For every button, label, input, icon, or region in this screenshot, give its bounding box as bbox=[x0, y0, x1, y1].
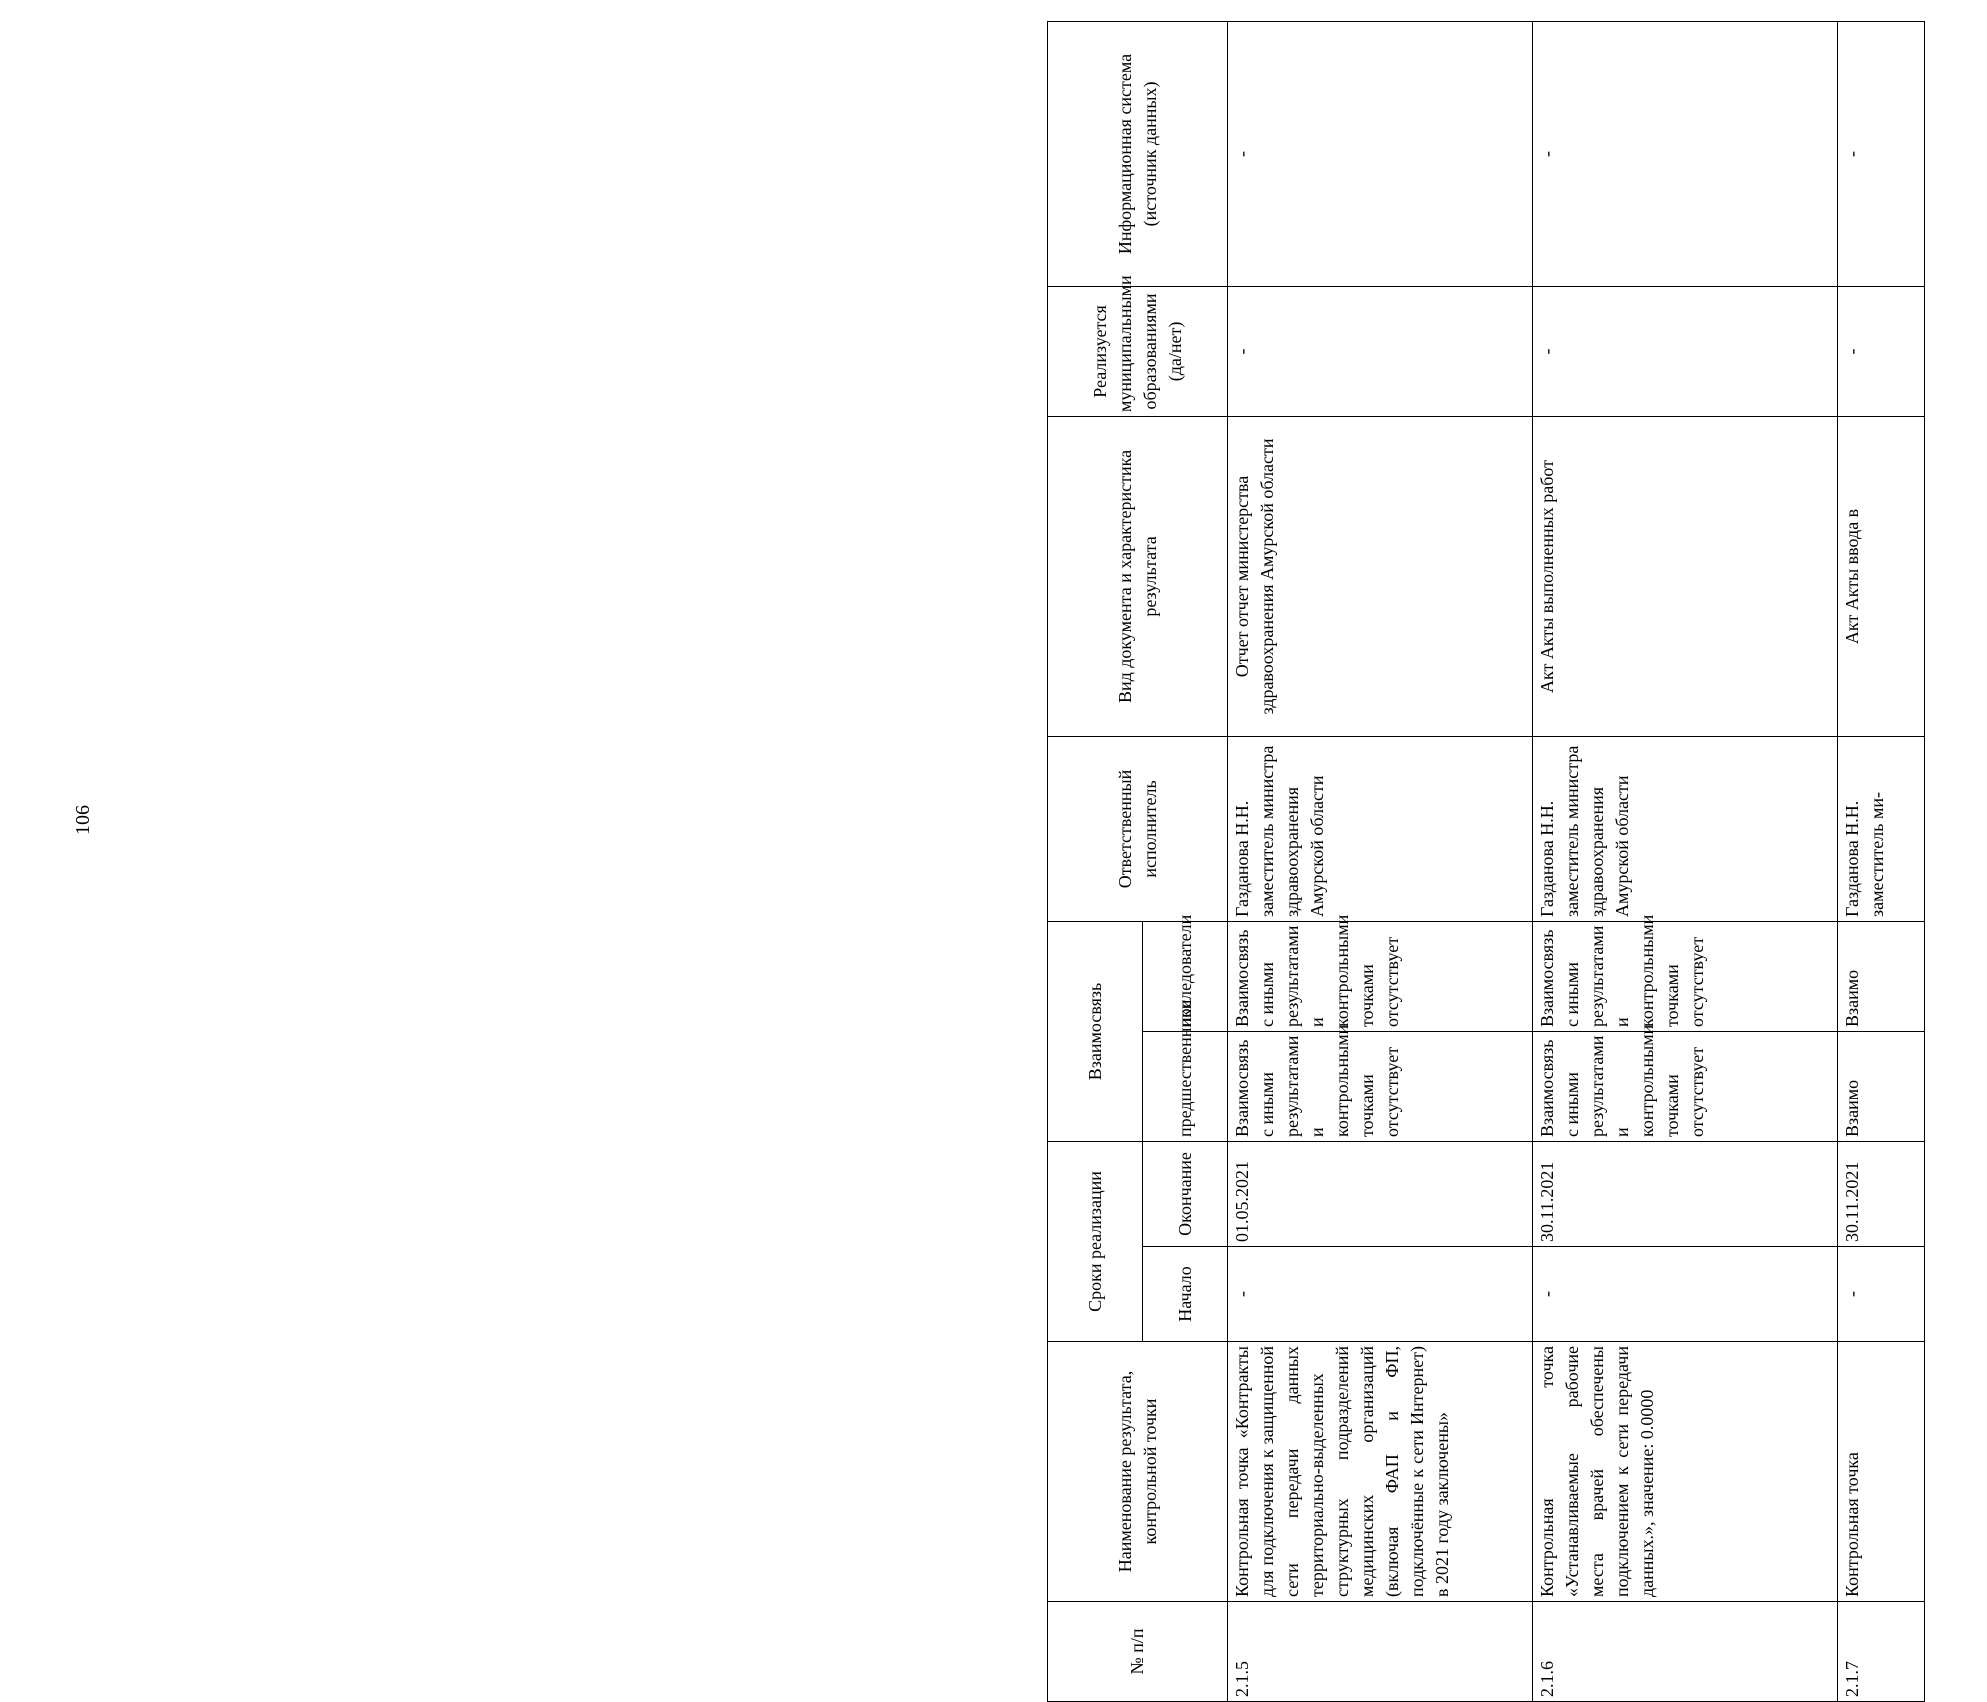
row-name: Контрольная точка bbox=[1838, 1342, 1925, 1602]
header-doc: Вид документа и характеристика результата bbox=[1048, 416, 1228, 736]
header-end: Окончание bbox=[1143, 1141, 1228, 1246]
row-succ: Взаимо bbox=[1838, 921, 1925, 1031]
row-start: - bbox=[1228, 1247, 1533, 1342]
row-start: - bbox=[1838, 1247, 1925, 1342]
header-num: № п/п bbox=[1048, 1602, 1228, 1702]
header-link: Взаимосвязь bbox=[1048, 921, 1143, 1141]
row-end: 30.11.2021 bbox=[1533, 1141, 1838, 1246]
page-number: 106 bbox=[72, 805, 94, 835]
row-doc: Акт Акты выполненных работ bbox=[1533, 416, 1838, 736]
header-muni: Реализуется муниципальными образованиями (да/нет) bbox=[1048, 286, 1228, 416]
row-start: - bbox=[1533, 1247, 1838, 1342]
row-succ: Взаимосвязь с иными результатами и контрольными точками отсутствует bbox=[1533, 921, 1838, 1031]
header-resp: Ответственный исполнитель bbox=[1048, 736, 1228, 921]
header-start: Начало bbox=[1143, 1247, 1228, 1342]
row-num: 2.1.6 bbox=[1533, 1602, 1838, 1702]
row-name: Контрольная точка «Контракты для подключения к защищенной сети передачи данных территориально-выделенных структурных подразделений медицинских организаций (включая ФАП и ФП, подключённые к сети Интернет) в 2021 году заключены» bbox=[1228, 1342, 1533, 1602]
row-succ: Взаимосвязь с иными результатами и контрольными точками отсутствует bbox=[1228, 921, 1533, 1031]
row-pred: Взаимосвязь с иными результатами и контрольными точками отсутствует bbox=[1228, 1031, 1533, 1141]
row-resp: Газданова Н.Н. заместитель министра здравоохранения Амурской области bbox=[1228, 736, 1533, 921]
table-row bbox=[1838, 21, 1925, 1701]
header-terms: Сроки реализации bbox=[1048, 1141, 1143, 1341]
header-pred: предшественники bbox=[1143, 1031, 1228, 1141]
row-pred: Взаимосвязь с иными результатами и контрольными точками отсутствует bbox=[1533, 1031, 1838, 1141]
row-doc: Отчет отчет министерства здравоохранения Амурской области bbox=[1228, 416, 1533, 736]
row-muni: - bbox=[1838, 286, 1925, 416]
header-succ: последователи bbox=[1143, 921, 1228, 1031]
row-muni: - bbox=[1533, 286, 1838, 416]
row-resp: Газданова Н.Н. заместитель ми- bbox=[1838, 736, 1925, 921]
row-info: - bbox=[1533, 21, 1838, 286]
row-num: 2.1.5 bbox=[1228, 1602, 1533, 1702]
row-pred: Взаимо bbox=[1838, 1031, 1925, 1141]
row-resp: Газданова Н.Н. заместитель министра здравоохранения Амурской области bbox=[1533, 736, 1838, 921]
row-info: - bbox=[1838, 21, 1925, 286]
row-end: 01.05.2021 bbox=[1228, 1141, 1533, 1246]
table-row bbox=[1533, 21, 1838, 1701]
rotated-page bbox=[1047, 22, 1987, 1702]
table-row bbox=[1228, 21, 1533, 1701]
row-end: 30.11.2021 bbox=[1838, 1141, 1925, 1246]
row-info: - bbox=[1228, 21, 1533, 286]
row-muni: - bbox=[1228, 286, 1533, 416]
row-name: Контрольная точка «Устанавливаемые рабочие места врачей обеспечены подключением к сети передачи данных.», значение: 0.0000 bbox=[1533, 1342, 1838, 1602]
row-num: 2.1.7 bbox=[1838, 1602, 1925, 1702]
results-table bbox=[1047, 21, 1925, 1702]
header-row bbox=[1048, 21, 1143, 1701]
header-name: Наименование результата, контрольной точки bbox=[1048, 1342, 1228, 1602]
row-doc: Акт Акты ввода в bbox=[1838, 416, 1925, 736]
header-info: Информационная система (источник данных) bbox=[1048, 21, 1228, 286]
